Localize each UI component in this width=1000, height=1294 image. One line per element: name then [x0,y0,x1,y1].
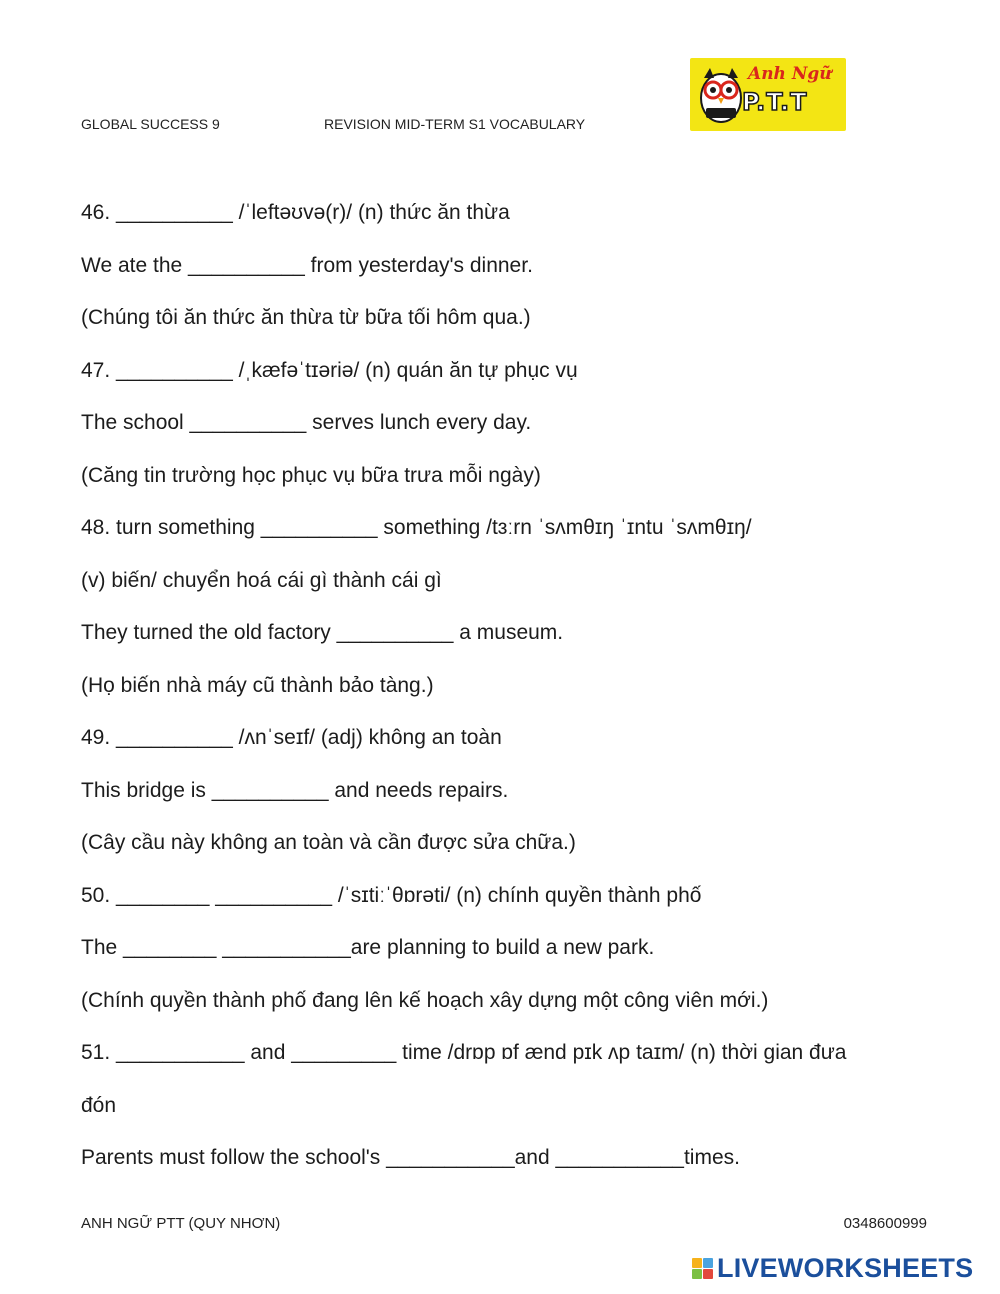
vocabulary-list [81,187,951,1185]
line-47-translation: (Căng tin trường học phục vụ bữa trưa mỗi ngày) [81,463,541,487]
liveworksheets-wordmark: LIVEWORKSHEETS [717,1252,974,1283]
line-48-translation: (Họ biến nhà máy cũ thành bảo tàng.) [81,673,434,697]
line-46-term: 46. __________ /ˈleftəʊvə(r)/ (n) thức ăn thừa [81,201,510,224]
line-49-translation: (Cây cầu này không an toàn và cần được sửa chữa.) [81,831,576,854]
brand-logo [690,58,846,131]
footer-school: ANH NGỮ PTT (QUY NHƠN) [81,1215,281,1232]
line-46-example: We ate the __________ from yesterday's dinner. [81,253,533,277]
logo-subtitle: Anh Ngữ [748,64,832,84]
line-47-example: The school __________ serves lunch every day. [81,411,532,434]
line-49-term: 49. __________ /ʌnˈseɪf/ (adj) không an toàn [81,726,502,749]
header-title: REVISION MID-TERM S1 VOCABULARY [324,116,586,132]
liveworksheets-logo-icon [692,1258,713,1279]
line-48-term: 48. turn something __________ something /tɜːrn ˈsʌmθɪŋ ˈɪntu ˈsʌmθɪŋ/ [81,516,752,539]
line-47-term: 47. __________ /ˌkæfəˈtɪəriə/ (n) quán ăn tự phục vụ [81,358,578,382]
line-48-example: They turned the old factory __________ a museum. [81,621,564,644]
footer-phone: 0348600999 [843,1215,927,1232]
line-51-example: Parents must follow the school's ___________and ___________times. [81,1146,740,1169]
line-51-term: 51. ___________ and _________ time /drɒp ɒf ænd pɪk ʌp taɪm/ (n) thời gian đưa [81,1041,847,1064]
logo-title: P.T.T [742,88,808,116]
line-50-translation: (Chính quyền thành phố đang lên kế hoạch xây dựng một công viên mới.) [81,988,769,1012]
line-48-definition: (v) biến/ chuyển hoá cái gì thành cái gì [81,568,442,592]
owl-icon [698,64,744,124]
line-50-example: The ________ ___________are planning to build a new park. [81,936,655,959]
header-course: GLOBAL SUCCESS 9 [81,116,220,132]
line-49-example: This bridge is __________ and needs repairs. [81,778,509,802]
line-51-term-continued: đón [81,1093,117,1117]
line-50-term: 50. ________ __________ /ˈsɪtiːˈθɒrəti/ (n) chính quyền thành phố [81,883,702,907]
liveworksheets-watermark[interactable] [692,1253,973,1283]
line-46-translation: (Chúng tôi ăn thức ăn thừa từ bữa tối hôm qua.) [81,306,531,329]
